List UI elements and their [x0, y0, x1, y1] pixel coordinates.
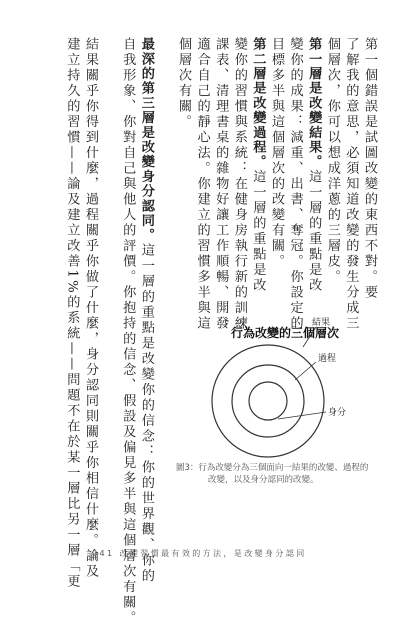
column-text: 建立持久的習慣——論及建立改善1%的系統——問題不在於某一層比另一層「更: [64, 37, 80, 590]
column-text: 這一層的重點是改變你的信念：你的世界觀、你的: [138, 242, 154, 584]
column-text: 個層次有關。: [176, 37, 191, 130]
figure-caption: [176, 462, 376, 486]
text-column: [286, 37, 304, 332]
heading-phrase: 最深的第三層是改變身分認同。: [138, 37, 154, 243]
text-column: [81, 37, 99, 580]
label-results: 結果: [312, 318, 331, 328]
column-text: 了解我的意思，必須知道改變的發生分成三: [343, 37, 359, 332]
text-column: [193, 37, 211, 332]
column-text: 變你的習慣與系統：在健身房執行新的訓練: [231, 37, 247, 332]
page-number: 041: [92, 549, 115, 558]
column-text: 個層次，你可以想成洋蔥的三層皮。: [324, 37, 340, 285]
outer-ring-results: [212, 345, 324, 457]
text-column: [62, 37, 80, 590]
text-column: [211, 37, 229, 332]
column-text: 變你的成果：減重、出書、奪冠。你設定的: [287, 37, 303, 332]
heading-phrase: 第二層是改變過程。: [250, 37, 266, 170]
column-text: 這一層的重點是改: [306, 169, 322, 294]
caption-line-2: 改變，以及身分認同的改變。: [208, 475, 319, 485]
column-text: 適合自己的靜心法。你建立的習慣多半與這: [194, 37, 210, 332]
column-text: 這一層的重點是改: [250, 169, 266, 294]
text-column: [248, 37, 266, 294]
column-text: 第一個錯誤是試圖改變的東西不對。要: [362, 37, 377, 301]
text-column: [360, 37, 378, 301]
column-text: 目標多半與這個層次的改變有關。: [269, 37, 284, 270]
column-text: 自我形象、你對自己與他人的評價。你抱持的信念、假設及偏見多半與這個層次有關。: [120, 37, 136, 626]
text-column: [304, 37, 322, 294]
caption-line-1: 圖3：行為改變分為三個面向一結果的改變、過程的: [176, 463, 369, 473]
label-identity: 身分: [328, 408, 347, 418]
text-column: [341, 37, 359, 332]
page-footer: [92, 548, 307, 559]
column-text: 結果關乎你得到什麼，過程關乎你做了什麼，身分認同則關乎你相信什麼。論及: [83, 37, 98, 580]
label-process: 過程: [318, 354, 337, 364]
running-title: 改變習慣最有效的方法，是改變身分認同: [119, 549, 307, 558]
text-column: [267, 37, 285, 270]
middle-ring-process: [232, 365, 304, 437]
text-column: [118, 37, 136, 626]
leader-line-process: [295, 362, 316, 380]
text-column: [230, 37, 248, 332]
heading-phrase: 第一層是改變結果。: [306, 37, 322, 170]
inner-ring-identity: [249, 382, 287, 420]
text-column: [174, 37, 192, 242]
text-column: [137, 37, 155, 584]
text-column: [323, 37, 341, 285]
column-text: 課表、清理書桌的雜物好讓工作順暢、開發: [213, 37, 229, 332]
figure-title: 行為改變的三個層次: [230, 326, 339, 340]
